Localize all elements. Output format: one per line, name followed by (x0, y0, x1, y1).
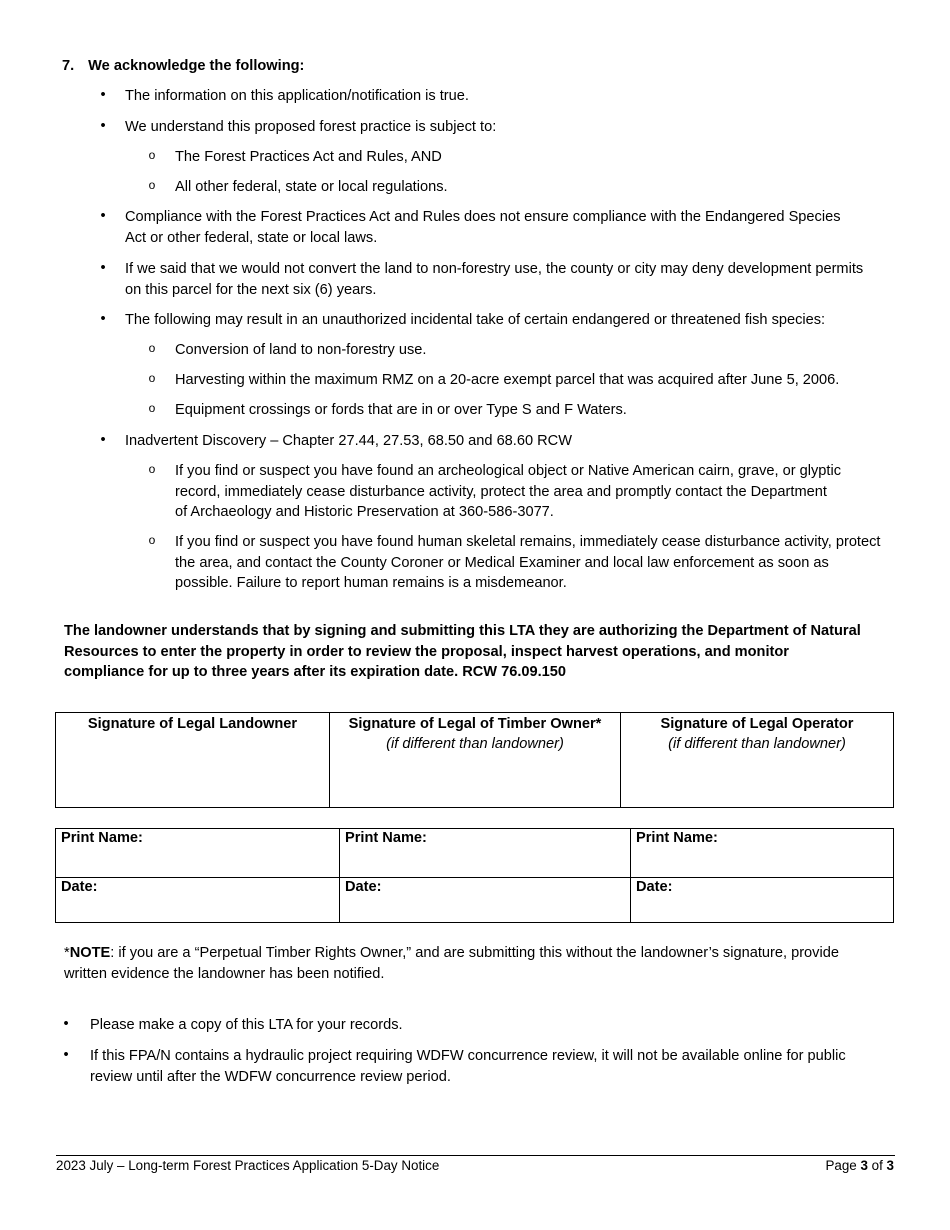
print-name-label: Print Name: (345, 830, 427, 846)
sub-item: Equipment crossings or fords that are in or over Type S and F Waters. (175, 402, 627, 418)
authorization-statement: The landowner understands that by signing and submitting this LTA they are authorizing the Department of Natural Resources to enter the property in order to review the proposal, inspect harvest operations, and monitor compliance for up to three years after its expiration date. RCW 76.09.150 (64, 623, 861, 680)
timber-owner-date-field[interactable] (340, 878, 631, 923)
print-name-label: Print Name: (61, 830, 143, 846)
circle-bullet-icon: o (148, 341, 156, 355)
note-asterisk: * (64, 945, 70, 961)
bullet-icon: • (100, 311, 106, 327)
page-of: of (871, 1158, 883, 1173)
sub-item: Conversion of land to non-forestry use. (175, 342, 427, 358)
sub-item: If you find or suspect you have found an archeological object or Native American cairn, grave, or glyptic record, immediately cease disturbance activity, protect the area and promptly contact the Department of Archaeology and Historic Preservation at 360-586-3077. (175, 463, 841, 520)
sub-item: All other federal, state or local regulations. (175, 179, 448, 195)
date-label: Date: (636, 879, 673, 895)
page-current: 3 (860, 1158, 868, 1173)
bullet-icon: • (100, 432, 106, 448)
section-number: 7. (62, 58, 75, 74)
acknowledgement-item: Inadvertent Discovery – Chapter 27.44, 27.53, 68.50 and 68.60 RCW (125, 433, 572, 449)
footer-title: 2023 July – Long-term Forest Practices Application 5-Day Notice (56, 1158, 440, 1173)
operator-signature-cell[interactable] (621, 713, 894, 808)
landowner-print-name-field[interactable] (56, 829, 340, 878)
name-date-table (55, 828, 894, 923)
sub-item: Harvesting within the maximum RMZ on a 20-acre exempt parcel that was acquired after June 5, 2006. (175, 372, 840, 388)
closing-item: If this FPA/N contains a hydraulic project requiring WDFW concurrence review, it will not be available online for public review until after the WDFW concurrence review period. (90, 1048, 846, 1085)
acknowledgement-item: Compliance with the Forest Practices Act and Rules does not ensure compliance with the Endangered Species Act or other federal, state or local laws. (125, 209, 841, 246)
operator-note: (if different than landowner) (668, 736, 846, 752)
note-label: NOTE (69, 945, 111, 961)
circle-bullet-icon: o (148, 371, 156, 385)
operator-print-name-field[interactable] (631, 829, 894, 878)
bullet-icon: • (100, 87, 106, 103)
circle-bullet-icon: o (148, 533, 156, 547)
timber-owner-signature-label: Signature of Legal of Timber Owner* (348, 716, 602, 732)
operator-date-field[interactable] (631, 878, 894, 923)
acknowledgement-item: The following may result in an unauthorized incidental take of certain endangered or threatened fish species: (125, 312, 826, 328)
bullet-icon: • (100, 208, 106, 224)
section-title: We acknowledge the following: (88, 58, 305, 74)
date-label: Date: (61, 879, 98, 895)
page-total: 3 (886, 1158, 894, 1173)
landowner-signature-cell[interactable] (56, 713, 330, 808)
sub-item: If you find or suspect you have found human skeletal remains, immediately cease disturbance activity, protect the area, and contact the County Coroner or Medical Examiner and local law enforcement as soon as possible. Failure to report human remains is a misdemeanor. (175, 534, 881, 591)
note-text: : if you are a “Perpetual Timber Rights Owner,” and are submitting this without the landowner’s signature, provide written evidence the landowner has been notified. (64, 945, 839, 982)
acknowledgement-item: If we said that we would not convert the land to non-forestry use, the county or city may deny development permits on this parcel for the next six (6) years. (125, 261, 864, 298)
operator-signature-label: Signature of Legal Operator (660, 716, 854, 732)
circle-bullet-icon: o (148, 148, 156, 162)
sub-item: The Forest Practices Act and Rules, AND (175, 149, 442, 165)
signature-table (55, 712, 894, 808)
acknowledgement-item: The information on this application/notification is true. (125, 88, 469, 104)
circle-bullet-icon: o (148, 462, 156, 476)
timber-owner-signature-cell[interactable] (330, 713, 621, 808)
bullet-icon: • (100, 118, 106, 134)
bullet-icon: • (63, 1016, 69, 1032)
landowner-signature-label: Signature of Legal Landowner (87, 716, 298, 732)
section-7-heading (62, 56, 304, 76)
page-label: Page (825, 1158, 857, 1173)
bullet-icon: • (100, 260, 106, 276)
bullet-icon: • (63, 1047, 69, 1063)
page-number (825, 1157, 894, 1174)
landowner-date-field[interactable] (56, 878, 340, 923)
circle-bullet-icon: o (148, 401, 156, 415)
timber-owner-note: (if different than landowner) (386, 736, 564, 752)
timber-owner-print-name-field[interactable] (340, 829, 631, 878)
timber-rights-note (64, 943, 854, 984)
acknowledgement-item: We understand this proposed forest practice is subject to: (125, 119, 497, 135)
print-name-label: Print Name: (636, 830, 718, 846)
date-label: Date: (345, 879, 382, 895)
circle-bullet-icon: o (148, 178, 156, 192)
footer-divider (56, 1155, 895, 1156)
closing-item: Please make a copy of this LTA for your records. (90, 1017, 403, 1033)
